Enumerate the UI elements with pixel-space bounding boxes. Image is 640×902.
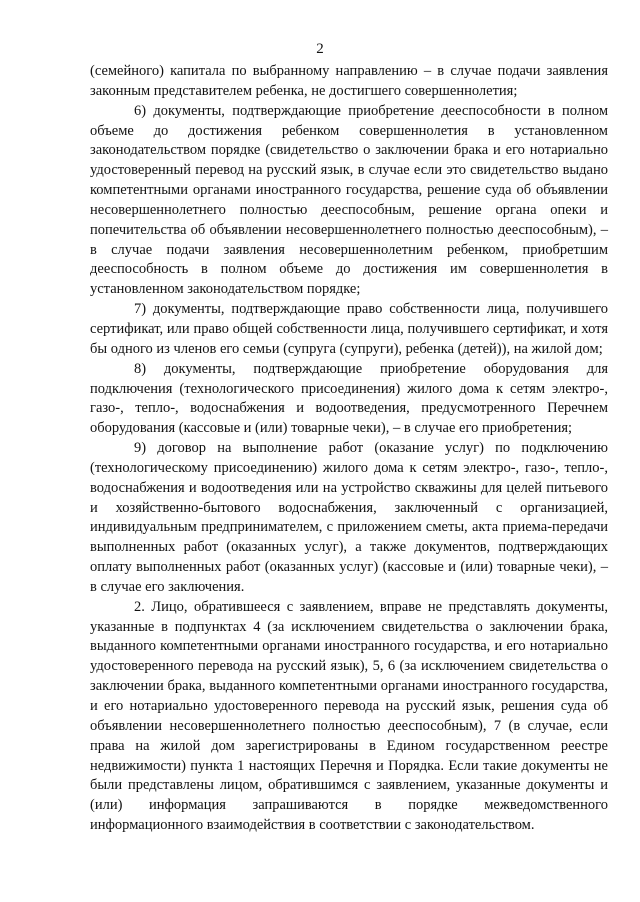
paragraph-item-7: 7) документы, подтверждающие право собственности лица, получившего сертификат, или право общей собственности лица, получившего сертификат, и хотя бы одного из членов его семьи (супруга (супруги), ребенка (детей)), на жилой дом; [90,301,608,357]
paragraph-continuation: (семейного) капитала по выбранному направлению – в случае подачи заявления законным представителем ребенка, не достигшего совершеннолетия; [90,63,608,99]
paragraph-item-8: 8) документы, подтверждающие приобретение оборудования для подключения (технологического присоединения) жилого дома к сетям электро-, газо-, тепло-, водоснабжения и водоотведения, предусмотренного Перечнем оборудования (кассовые и (или) товарные чеки), – в случае его приобретения; [90,360,608,437]
paragraph-section-2: 2. Лицо, обратившееся с заявлением, вправе не представлять документы, указанные в подпунктах 4 (за исключением свидетельства о заключении брака, выданного компетентными органами иностранного государства, и его нотариально удостоверенного перевода на русский язык), 5, 6 (за исключением свидетельства о заключении брака, выданного компетентными органами иностранного государства, и его нотариально удостоверенного перевода на русский язык, решения суда об объявлении несовершеннолетнего полностью дееспособным), 7 (в случае, если права на жилой дом зарегистрированы в Едином государственном реестре недвижимости) пункта 1 настоящих Перечня и Порядка. Если такие документы не были представлены лицом, обратившимся с заявлением, указанные документы и (или) информация запрашиваются в порядке межведомственного информационного взаимодействия в соответствии с законодательством. [90,598,608,834]
paragraph-item-9: 9) договор на выполнение работ (оказание услуг) по подключению (технологическому присоединению) жилого дома к сетям электро-, газо-, тепло-, водоснабжения и водоотведения или на устройство скважины для целей питьевого и хозяйственно-бытового водоснабжения, заключенный с организацией, индивидуальным предпринимателем, с приложением сметы, акта приема-передачи выполненных работ (оказанных услуг), а также документов, подтверждающих оплату выполненных работ (оказанных услуг) (кассовые и (или) товарные чеки), – в случае его заключения. [90,440,608,595]
paragraph-item-6: 6) документы, подтверждающие приобретение дееспособности в полном объеме до достижения ребенком совершеннолетия в установленном законодательством порядке (свидетельство о заключении брака и его нотариально удостоверенный перевод на русский язык, в случае если это свидетельство выдано компетентными органами иностранного государства, решение суда об объявлении несовершеннолетнего полностью дееспособным, решение органа опеки и попечительства об объявлении несовершеннолетнего полностью дееспособным), – в случае подачи заявления несовершеннолетним ребенком, приобретшим дееспособность в полном объеме до достижения им совершеннолетия в установленном законодательством порядке; [90,102,608,298]
page-number: 2 [316,41,324,57]
document-body [90,62,608,836]
